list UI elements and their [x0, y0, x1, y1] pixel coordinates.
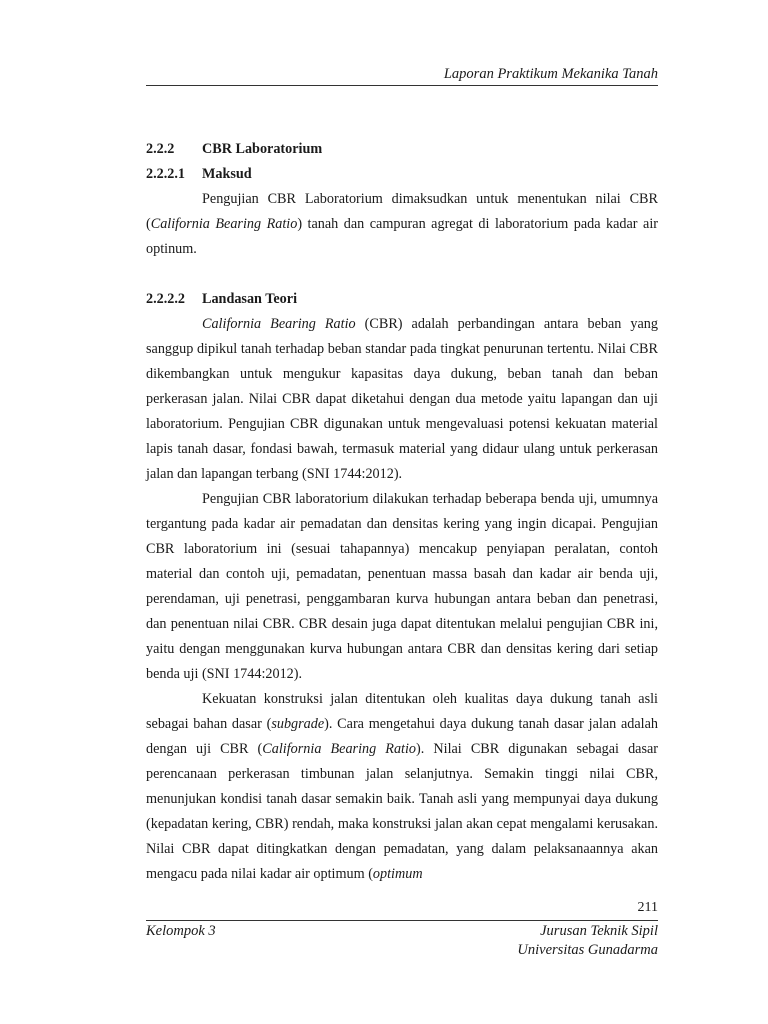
footer-institution: [517, 922, 658, 960]
page-footer: [146, 920, 658, 960]
paragraph-landasan-3: Kekuatan konstruksi jalan ditentukan oleh kualitas daya dukung tanah asli sebagai bahan dasar (subgrade). Cara mengetahui daya dukung tanah dasar jalan adalah dengan uji CBR (California Bearing Ratio). Nilai CBR digunakan sebagai dasar perencanaan perkerasan timbunan jalan selanjutnya. Semakin tinggi nilai CBR, menunjukan kondisi tanah dasar semakin baik. Tanah asli yang mempunyai daya dukung (kepadatan kering, CBR) rendah, maka konstruksi jalan akan cepat mengalami kerusakan. Nilai CBR dapat ditingkatkan dengan pemadatan, yang dalam pelaksanaannya akan mengacu pada nilai kadar air optimum (optimum: [146, 691, 659, 882]
paragraph-landasan-1: California Bearing Ratio (CBR) adalah perbandingan antara beban yang sanggup dipikul tanah terhadap beban standar pada tingkat penurunan tertentu. Nilai CBR dikembangkan untuk mengukur kapasitas daya dukung, beban tanah dan beban perkerasan jalan. Nilai CBR dapat diketahui dengan dua metode yaitu lapangan dan uji laboratorium. Pengujian CBR digunakan untuk mengevaluasi potensi kekuatan material lapis tanah dasar, fondasi bawah, termasuk material yang didaur ulang untuk perkerasan jalan dan lapangan terbang (SNI 1744:2012).: [146, 316, 658, 482]
header-title: Laporan Praktikum Mekanika Tanah: [443, 66, 658, 82]
section-heading: [146, 137, 658, 162]
subsection-title: Landasan Teori: [202, 291, 298, 307]
footer-university: Universitas Gunadarma: [517, 942, 658, 958]
subsection-number: 2.2.2.1: [146, 166, 186, 182]
section-number: 2.2.2: [146, 141, 175, 157]
page-content: [146, 137, 658, 887]
footer-department: Jurusan Teknik Sipil: [540, 923, 658, 939]
subsection-heading-landasan: [146, 287, 658, 312]
subsection-number: 2.2.2.2: [146, 291, 186, 307]
paragraph-landasan-2: Pengujian CBR laboratorium dilakukan terhadap beberapa benda uji, umumnya tergantung pada kadar air pemadatan dan densitas kering yang ingin dicapai. Pengujian CBR laboratorium ini (sesuai tahapannya) mencakup penyiapan peralatan, contoh material dan contoh uji, pemadatan, penentuan massa basah dan kadar air benda uji, perendaman, uji penetrasi, penggambaran kurva hubungan antara beban dan penetrasi, dan penentuan nilai CBR. CBR desain juga dapat ditentukan melalui pengujian CBR ini, yaitu dengan menggunakan kurva hubungan antara CBR dan densitas kering dari setiap benda uji (SNI 1744:2012).: [146, 491, 658, 682]
subsection-title: Maksud: [202, 166, 252, 182]
paragraph-maksud: Pengujian CBR Laboratorium dimaksudkan untuk menentukan nilai CBR (California Bearing Ratio) tanah dan campuran agregat di laboratorium pada kadar air optinum.: [146, 191, 658, 257]
section-title: CBR Laboratorium: [202, 141, 323, 157]
footer-group: Kelompok 3: [146, 923, 216, 939]
page-header: [146, 66, 658, 86]
page-number: 211: [637, 900, 658, 915]
subsection-heading-maksud: [146, 162, 658, 187]
